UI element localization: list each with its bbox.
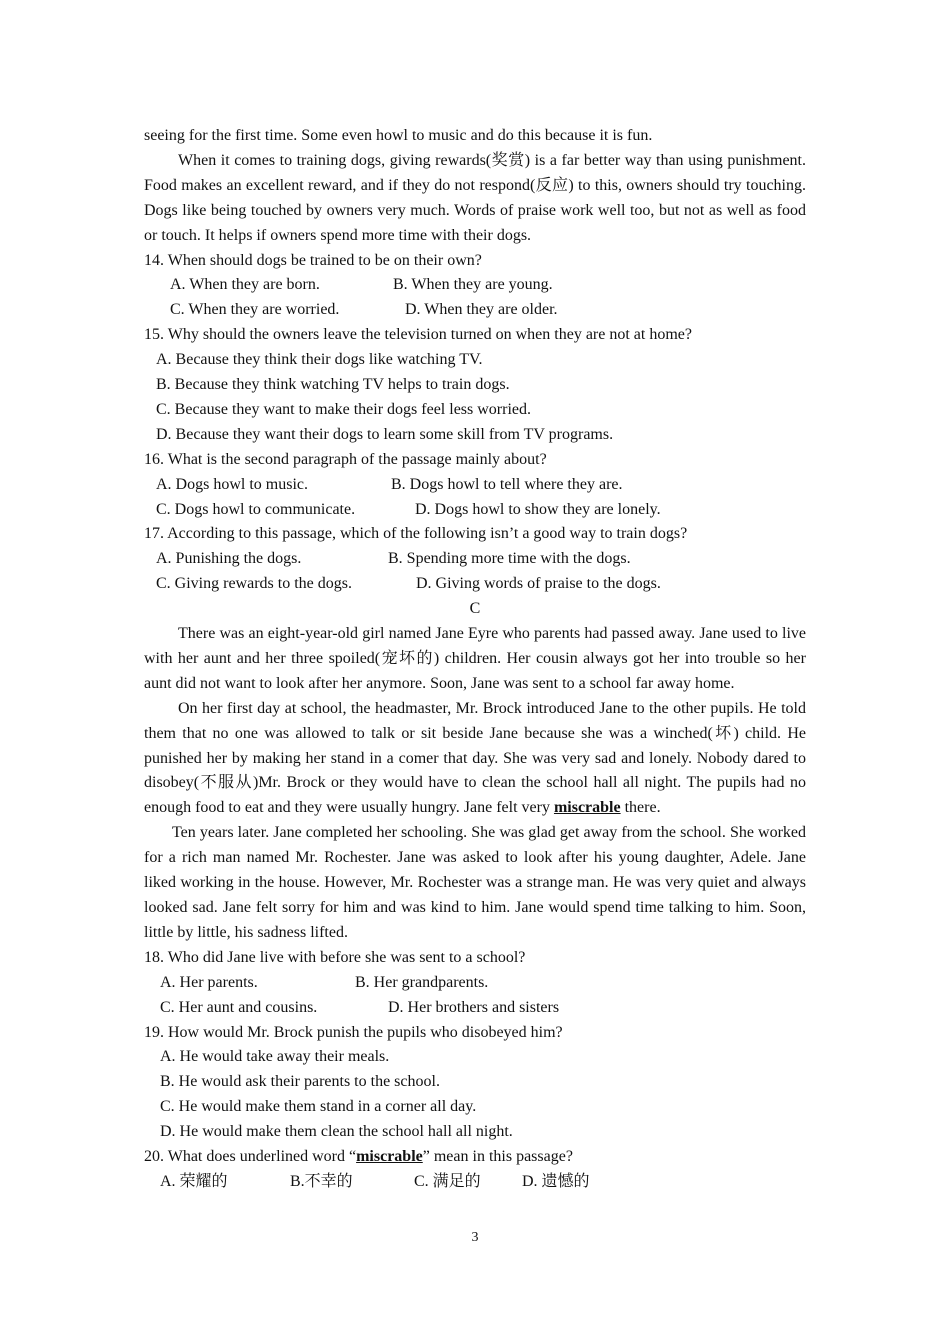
options-row [144, 547, 806, 572]
paragraph-c2 [144, 697, 806, 822]
question-20-end: ” mean in this passage? [422, 1148, 573, 1166]
option-a: A. Because they think their dogs like watching TV. [156, 351, 483, 369]
options-row [144, 273, 806, 298]
option-d: D. Because they want their dogs to learn some skill from TV programs. [156, 425, 614, 443]
option-c: C. Because they want to make their dogs feel less worried. [156, 400, 531, 418]
option-c: C. 满足的 [414, 1172, 481, 1190]
option-c: C. Giving rewards to the dogs. [156, 575, 352, 593]
option-b: B. Spending more time with the dogs. [388, 550, 631, 568]
page-number: 3 [471, 1230, 479, 1245]
option-a: A. He would take away their meals. [160, 1048, 390, 1066]
option-a: A. 荣耀的 [160, 1172, 228, 1190]
question-18: 18. Who did Jane live with before she was sent to a school? [144, 948, 526, 966]
option-d: D. 遗憾的 [522, 1172, 590, 1190]
question-20 [144, 1145, 806, 1170]
question-17: 17. According to this passage, which of the following isn’t a good way to train dogs? [144, 525, 688, 543]
document-page [144, 124, 806, 1195]
option-c: C. When they are worried. [170, 301, 340, 319]
question-15: 15. Why should the owners leave the television turned on when they are not at home? [144, 326, 692, 344]
question-16: 16. What is the second paragraph of the passage mainly about? [144, 450, 547, 468]
paragraph-training: When it comes to training dogs, giving rewards(奖赏) is a far better way than using punishment. Food makes an excellent reward, and if they do not respond(反应) to this, owners should try touching. Dogs like being touched by owners very much. Words of praise work well too, but not as well as food or touch. It helps if owners spend more time with their dogs. [144, 151, 806, 244]
question-14: 14. When should dogs be trained to be on their own? [144, 251, 482, 269]
paragraph-c2-end: there. [620, 799, 661, 817]
options-row [144, 1170, 806, 1195]
option-b: B. When they are young. [393, 276, 553, 294]
option-b: B. Dogs howl to tell where they are. [391, 475, 623, 493]
option-c: C. He would make them stand in a corner all day. [160, 1098, 477, 1116]
option-d: D. Dogs howl to show they are lonely. [415, 500, 661, 518]
option-a: A. Her parents. [160, 973, 258, 991]
option-d: D. When they are older. [405, 301, 558, 319]
options-row [144, 473, 806, 498]
option-a: A. When they are born. [170, 276, 320, 294]
option-b: B.不幸的 [290, 1172, 353, 1190]
option-c: C. Dogs howl to communicate. [156, 500, 356, 518]
underlined-word: miscrable [356, 1148, 423, 1166]
section-heading: C [469, 600, 481, 618]
paragraph-c2-text: On her first day at school, the headmaster, Mr. Brock introduced Jane to the other pupils. He told them that no one was allowed to talk or sit beside Jane because she was a winched(坏) child. He punished her by making her stand in a comer that day. She was very sad and lonely. Nobody dared to disobey(不服从)Mr. Brock or they would have to clean the school hall all night. The pupils had no enough food to eat and they were usually hungry. Jane felt very [144, 699, 806, 817]
paragraph-c3: Ten years later. Jane completed her schooling. She was glad get away from the school. She worked for a rich man named Mr. Rochester. Jane was asked to look after his young daughter, Adele. Jane liked working in the house. However, Mr. Rochester was a strange man. He was very quiet and always looked sad. Jane felt sorry for him and was kind to him. Jane would spend time talking to him. Soon, little by little, his sadness lifted. [144, 824, 806, 941]
option-b: B. He would ask their parents to the school. [160, 1073, 440, 1091]
option-d: D. Giving words of praise to the dogs. [416, 575, 661, 593]
question-19: 19. How would Mr. Brock punish the pupils who disobeyed him? [144, 1023, 563, 1041]
question-20-text: 20. What does underlined word “ [144, 1148, 357, 1166]
option-b: B. Because they think watching TV helps to train dogs. [156, 376, 510, 394]
paragraph-c1: There was an eight-year-old girl named Jane Eyre who parents had passed away. Jane used to live with her aunt and her three spoiled(宠坏的) children. Her cousin always got her into trouble so her aunt did not want to look after her anymore. Soon, Jane was sent to a school far away home. [144, 625, 806, 692]
option-b: B. Her grandparents. [355, 973, 489, 991]
underlined-word: miscrable [553, 799, 621, 817]
options-row [144, 971, 806, 996]
option-d: D. Her brothers and sisters [388, 998, 560, 1016]
options-row [144, 572, 806, 597]
options-row [144, 498, 806, 523]
passage-continuation: seeing for the first time. Some even howl to music and do this because it is fun. [144, 127, 653, 144]
option-d: D. He would make them clean the school hall all night. [160, 1123, 513, 1141]
options-row [144, 996, 806, 1021]
option-a: A. Dogs howl to music. [156, 475, 308, 493]
option-a: A. Punishing the dogs. [156, 550, 302, 568]
options-row [144, 298, 806, 323]
option-c: C. Her aunt and cousins. [160, 998, 318, 1016]
